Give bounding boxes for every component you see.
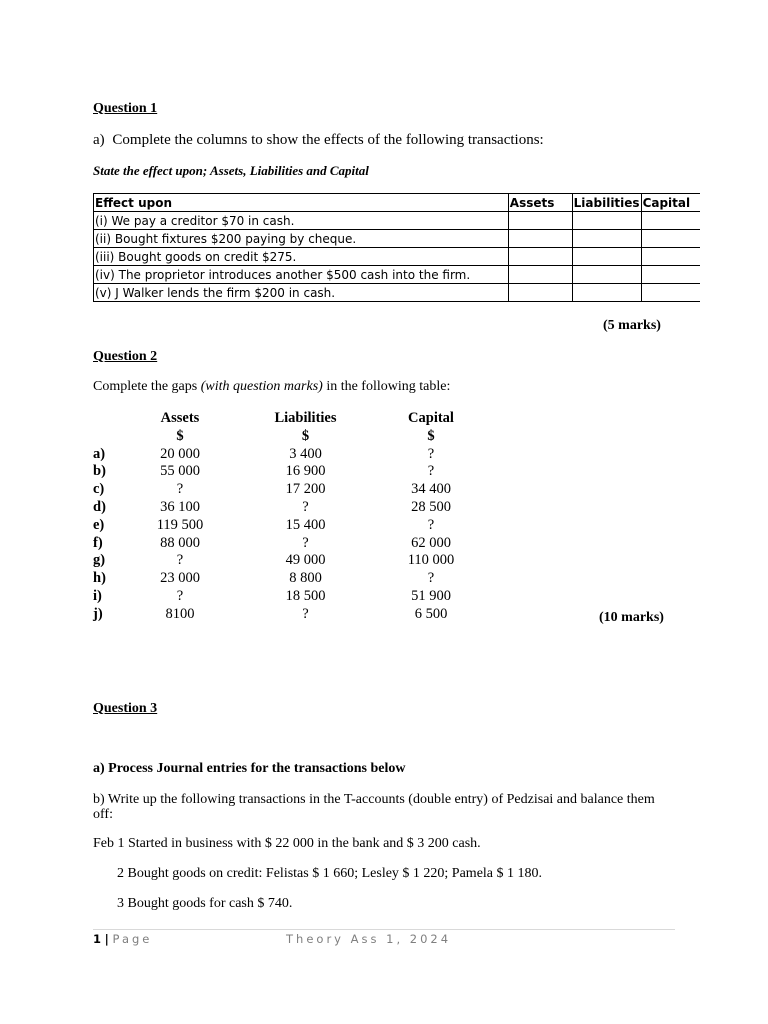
assets-value: 55 000	[160, 463, 200, 480]
effects-table-header-row	[94, 194, 701, 212]
table-row	[93, 535, 478, 553]
capital-value: 6 500	[414, 605, 448, 622]
liabilities-value: 3 400	[289, 445, 322, 462]
transaction-item: 2 Bought goods on credit: Felistas $ 1 660; Lesley $ 1 220; Pamela $ 1 180.	[117, 866, 543, 881]
question-1-heading: Question 1	[93, 101, 158, 116]
liabilities-value: ?	[302, 498, 309, 515]
table-row	[94, 212, 701, 230]
part-a-label: a)	[93, 132, 105, 148]
row-label: e)	[93, 516, 105, 533]
capital-answer-cell[interactable]	[641, 266, 700, 284]
table-row	[94, 230, 701, 248]
assets-answer-cell[interactable]	[508, 284, 572, 302]
intro-text: Complete the gaps	[93, 379, 201, 394]
capital-value: 28 500	[411, 498, 451, 515]
question-1-part-a	[93, 132, 544, 149]
gaps-table	[93, 410, 478, 624]
header-assets: Assets	[508, 194, 572, 212]
capital-value: 62 000	[411, 534, 451, 551]
footer-doc-title: Theory Ass 1, 2024	[286, 932, 452, 946]
table-row	[94, 266, 701, 284]
capital-value: ?	[427, 570, 435, 587]
table-row	[93, 481, 478, 499]
assets-value: ?	[176, 552, 184, 569]
table-row	[93, 446, 478, 464]
part-b-line-1: b) Write up the following transactions in the T-accounts (double entry) of Pedzisai and balance them	[93, 792, 655, 807]
assets-answer-cell[interactable]	[508, 212, 572, 230]
col-capital-header: Capital	[408, 410, 454, 426]
header-liabilities: Liabilities	[573, 195, 640, 210]
footer-divider	[93, 929, 675, 930]
col-liabilities-header: Liabilities	[274, 410, 337, 426]
transaction-item: 3 Bought goods for cash $ 740.	[117, 896, 293, 911]
capital-value: ?	[427, 463, 435, 480]
table-row	[94, 248, 701, 266]
liabilities-answer-cell[interactable]	[572, 284, 641, 302]
row-label: i)	[93, 587, 102, 604]
table-row	[93, 552, 478, 570]
gaps-header-row	[93, 410, 478, 428]
table-row	[93, 463, 478, 481]
col-assets-unit: $	[176, 427, 184, 444]
transaction-cell: (ii) Bought fixtures $200 paying by cheque.	[94, 230, 509, 248]
intro-italic-text: (with question marks)	[200, 379, 323, 394]
table-row	[93, 517, 478, 535]
capital-value: 51 900	[411, 587, 451, 604]
capital-value: ?	[427, 445, 435, 462]
assets-answer-cell[interactable]	[508, 266, 572, 284]
assets-answer-cell[interactable]	[508, 248, 572, 266]
transaction-cell: (v) J Walker lends the firm $200 in cash.	[94, 284, 509, 302]
liabilities-value: ?	[302, 534, 309, 551]
table-row	[93, 499, 478, 517]
liabilities-value: 8 800	[289, 570, 322, 587]
assets-value: ?	[176, 587, 184, 604]
row-label: b)	[93, 463, 106, 480]
question-1-marks: (5 marks)	[603, 318, 661, 333]
col-capital-unit: $	[427, 427, 435, 444]
transaction-item: Feb 1 Started in business with $ 22 000 in the bank and $ 3 200 cash.	[93, 836, 481, 851]
question-3-part-b	[93, 792, 693, 822]
page-footer	[93, 932, 451, 946]
assets-value: 23 000	[160, 570, 200, 587]
capital-value: 110 000	[407, 552, 455, 569]
capital-value: ?	[427, 516, 435, 533]
question-2-heading: Question 2	[93, 349, 158, 364]
effects-table	[93, 193, 700, 302]
row-label: g)	[93, 552, 106, 569]
liabilities-value: 17 200	[285, 481, 326, 498]
question-1-instruction: State the effect upon; Assets, Liabilities and Capital	[93, 163, 369, 178]
col-liabilities-unit: $	[301, 427, 310, 444]
capital-answer-cell[interactable]	[641, 230, 700, 248]
liabilities-value: 16 900	[285, 463, 326, 480]
row-label: d)	[93, 498, 106, 515]
question-3-part-a: a) Process Journal entries for the transactions below	[93, 761, 406, 776]
assets-value: 88 000	[160, 534, 200, 551]
col-assets-header: Assets	[160, 410, 200, 426]
question-3-heading: Question 3	[93, 701, 158, 716]
table-row	[93, 606, 478, 624]
liabilities-value: 15 400	[285, 516, 326, 533]
part-a-text: Complete the columns to show the effects of the following transactions:	[112, 132, 544, 148]
liabilities-answer-cell[interactable]	[572, 212, 641, 230]
question-2-marks: (10 marks)	[599, 610, 664, 625]
row-label: h)	[93, 570, 106, 587]
row-label: a)	[93, 445, 106, 462]
table-row	[93, 588, 478, 606]
question-2-intro	[93, 379, 450, 395]
assets-value: 20 000	[160, 445, 200, 462]
table-row	[94, 284, 701, 302]
row-label: c)	[93, 481, 105, 498]
capital-answer-cell[interactable]	[641, 284, 700, 302]
row-label: f)	[93, 534, 103, 551]
liabilities-value: 49 000	[285, 552, 326, 569]
part-b-line-2: off:	[93, 807, 113, 822]
footer-separator: |	[104, 932, 109, 946]
transaction-cell: (iii) Bought goods on credit $275.	[94, 248, 509, 266]
transaction-cell: (iv) The proprietor introduces another $500 cash into the firm.	[94, 266, 509, 284]
assets-value: 36 100	[160, 498, 200, 515]
capital-answer-cell[interactable]	[641, 212, 700, 230]
capital-value: 34 400	[411, 481, 451, 498]
liabilities-value: ?	[302, 605, 309, 622]
liabilities-value: 18 500	[285, 587, 326, 604]
header-effect-upon: Effect upon	[94, 194, 509, 212]
assets-value: 119 500	[156, 516, 204, 533]
capital-answer-cell[interactable]	[641, 248, 700, 266]
liabilities-answer-cell[interactable]	[572, 248, 641, 266]
row-label: j)	[93, 605, 103, 622]
intro-text-end: in the following table:	[322, 379, 451, 394]
table-row	[93, 570, 478, 588]
assets-answer-cell[interactable]	[508, 230, 572, 248]
page-word: Page	[112, 932, 153, 946]
page-number: 1	[93, 932, 102, 946]
liabilities-answer-cell[interactable]	[572, 266, 641, 284]
transaction-cell: (i) We pay a creditor $70 in cash.	[94, 212, 509, 230]
assets-value: ?	[176, 481, 184, 498]
header-capital: Capital	[641, 194, 700, 212]
assets-value: 8100	[165, 605, 195, 622]
gaps-units-row	[93, 428, 478, 446]
liabilities-answer-cell[interactable]	[572, 230, 641, 248]
